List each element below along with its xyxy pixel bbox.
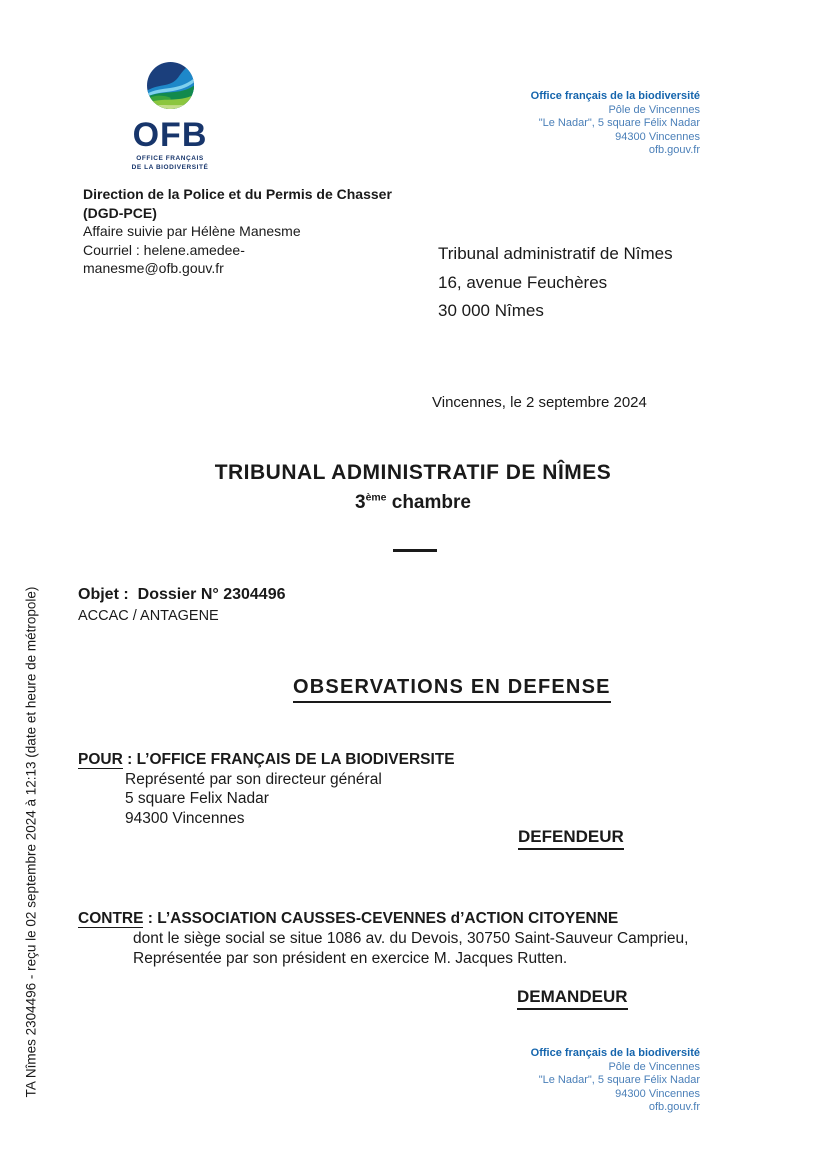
ofb-address-bottom xyxy=(531,1047,700,1115)
org-website: ofb.gouv.fr xyxy=(648,1101,700,1114)
pour-party: : L’OFFICE FRANÇAIS DE LA BIODIVERSITE xyxy=(122,751,455,768)
recipient-city: 30 000 Nîmes xyxy=(438,301,544,320)
contre-detail: Représentée par son président en exercice M. Jacques Rutten. xyxy=(133,950,568,967)
pour-detail: 94300 Vincennes xyxy=(125,809,245,827)
contre-detail: dont le siège social se situe 1086 av. du Devois, 30750 Saint-Sauveur Camprieu, xyxy=(133,930,689,947)
recipient-name: Tribunal administratif de Nîmes xyxy=(438,244,673,263)
case-number: Dossier N° 2304496 xyxy=(137,586,286,603)
role-defendeur: DEFENDEUR xyxy=(518,827,624,850)
pour-block xyxy=(78,750,455,828)
org-address-line: 94300 Vincennes xyxy=(615,1087,700,1100)
contre-block xyxy=(78,909,688,969)
role-demandeur: DEMANDEUR xyxy=(517,987,628,1010)
ofb-logo xyxy=(129,62,211,172)
sender-block xyxy=(83,185,403,278)
sender-email-line2: manesme@ofb.gouv.fr xyxy=(83,260,224,277)
contre-label: CONTRE xyxy=(78,910,144,927)
case-reference: ACCAC / ANTAGENE xyxy=(78,608,219,624)
pour-detail: Représenté par son directeur général xyxy=(125,770,382,788)
org-website: ofb.gouv.fr xyxy=(648,144,700,157)
org-name: Office français de la biodiversité xyxy=(530,90,700,102)
objet-line xyxy=(78,586,286,604)
sender-direction: Direction de la Police et du Permis de Chasser xyxy=(83,186,392,202)
org-address-line: "Le Nadar", 5 square Félix Nadar xyxy=(538,1074,700,1087)
pour-detail: 5 square Felix Nadar xyxy=(125,790,269,807)
sender-email-line1: Courriel : helene.amedee- xyxy=(83,241,245,258)
recipient-street: 16, avenue Feuchères xyxy=(438,272,608,292)
registry-stamp: TA Nîmes 2304496 - reçu le 02 septembre 2024 à 12:13 (date et heure de métropole) xyxy=(23,586,39,1098)
contre-party: : L’ASSOCIATION CAUSSES-CEVENNES d’ACTION CITOYENNE xyxy=(143,910,619,927)
ofb-acronym: OFB xyxy=(132,116,208,154)
court-title xyxy=(0,461,826,514)
org-address-line: "Le Nadar", 5 square Félix Nadar xyxy=(538,117,700,130)
contre-line xyxy=(78,909,688,929)
pour-label: POUR xyxy=(78,751,123,768)
document-heading: OBSERVATIONS EN DEFENSE xyxy=(293,676,611,703)
org-address-line: 94300 Vincennes xyxy=(615,130,700,143)
recipient-block xyxy=(438,240,673,326)
org-name: Office français de la biodiversité xyxy=(530,1047,700,1059)
pour-line xyxy=(78,750,455,770)
org-address-line: Pôle de Vincennes xyxy=(608,103,700,116)
dateline: Vincennes, le 2 septembre 2024 xyxy=(432,394,647,411)
sender-service: (DGD-PCE) xyxy=(83,204,157,221)
org-address-line: Pôle de Vincennes xyxy=(608,1060,700,1073)
chamber-line: 3ème chambre xyxy=(355,492,471,513)
court-name: TRIBUNAL ADMINISTRATIF DE NÎMES xyxy=(214,461,612,484)
sender-handler: Affaire suivie par Hélène Manesme xyxy=(83,223,301,240)
ofb-address-top xyxy=(531,90,700,158)
ofb-subtitle: OFFICE FRANÇAIS DE LA BIODIVERSITÉ xyxy=(131,155,209,171)
title-divider xyxy=(393,549,437,552)
objet-label: Objet : xyxy=(78,586,129,603)
objet-block xyxy=(78,586,286,624)
ofb-globe-icon xyxy=(147,62,194,114)
